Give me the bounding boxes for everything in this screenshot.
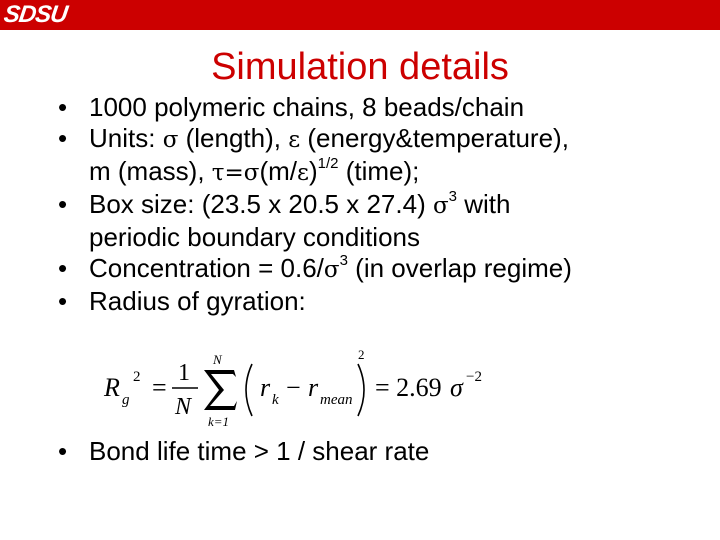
concentration-regime: (in overlap regime): [347, 253, 572, 283]
radius-of-gyration-formula: [100, 344, 500, 430]
sigma-symbol-3: σ: [432, 193, 449, 219]
bullet-radius-gyration: [58, 286, 698, 317]
box-size-with: with: [457, 189, 511, 219]
units-mass: m (mass),: [89, 156, 212, 186]
bullet-units: [58, 123, 698, 189]
formula-g: g: [122, 392, 130, 408]
formula-r: r: [260, 373, 271, 402]
box-size-text: Box size: (23.5 x 20.5 x 27.4): [89, 189, 433, 219]
bullet-box-size: [58, 189, 698, 253]
units-label: Units:: [89, 123, 163, 153]
units-time-open: (m/: [259, 156, 298, 186]
formula-R: R: [104, 373, 120, 402]
units-energy: (energy&temperature),: [300, 123, 569, 153]
cube-exponent: 3: [448, 188, 458, 206]
formula-sum-bottom: k=1: [208, 414, 230, 429]
formula-result: = 2.69: [375, 373, 442, 402]
bullet-chains-text: 1000 polymeric chains, 8 beads/chain: [89, 92, 525, 122]
formula-N: N: [175, 394, 192, 420]
sdsu-logo: SDSU: [2, 1, 69, 28]
right-paren-icon: [358, 364, 364, 416]
bullet-list: [58, 92, 698, 317]
box-size-boundary: periodic boundary conditions: [89, 222, 420, 252]
units-time-close: ): [308, 156, 318, 186]
formula-minus: −: [286, 373, 301, 402]
formula-exp: −2: [466, 369, 482, 385]
formula-sq1: 2: [133, 369, 141, 385]
cube-exponent-2: 3: [339, 252, 348, 270]
units-time: (time);: [338, 156, 420, 186]
summation-icon: [204, 370, 237, 410]
half-exponent: 1/2: [317, 155, 339, 173]
formula-one: 1: [178, 360, 190, 386]
equals-symbol: =: [224, 160, 244, 186]
units-length: (length),: [178, 123, 289, 153]
bullet-concentration: [58, 253, 698, 286]
header-bar: [0, 0, 720, 30]
concentration-text: Concentration = 0.6/: [89, 253, 324, 283]
formula-eq: =: [152, 373, 167, 402]
epsilon-symbol: ε: [288, 127, 301, 153]
bullet-bond-life: [58, 436, 429, 467]
sigma-symbol-2: σ: [243, 160, 260, 186]
tau-symbol: τ: [211, 160, 225, 186]
bullet-chains: [58, 92, 698, 123]
sigma-symbol: σ: [162, 127, 179, 153]
epsilon-symbol-2: ε: [297, 160, 309, 186]
formula-sigma: σ: [450, 373, 463, 402]
formula-sq2: 2: [358, 347, 365, 362]
formula-r2: r: [308, 373, 319, 402]
sigma-symbol-4: σ: [323, 257, 340, 283]
radius-gyration-text: Radius of gyration:: [89, 286, 306, 316]
slide-title: Simulation details: [211, 46, 509, 88]
left-paren-icon: [246, 364, 252, 416]
bond-life-text: Bond life time > 1 / shear rate: [89, 436, 430, 466]
formula-sum-top: N: [213, 352, 222, 367]
formula-mean: mean: [320, 392, 353, 408]
formula-k: k: [272, 392, 279, 408]
